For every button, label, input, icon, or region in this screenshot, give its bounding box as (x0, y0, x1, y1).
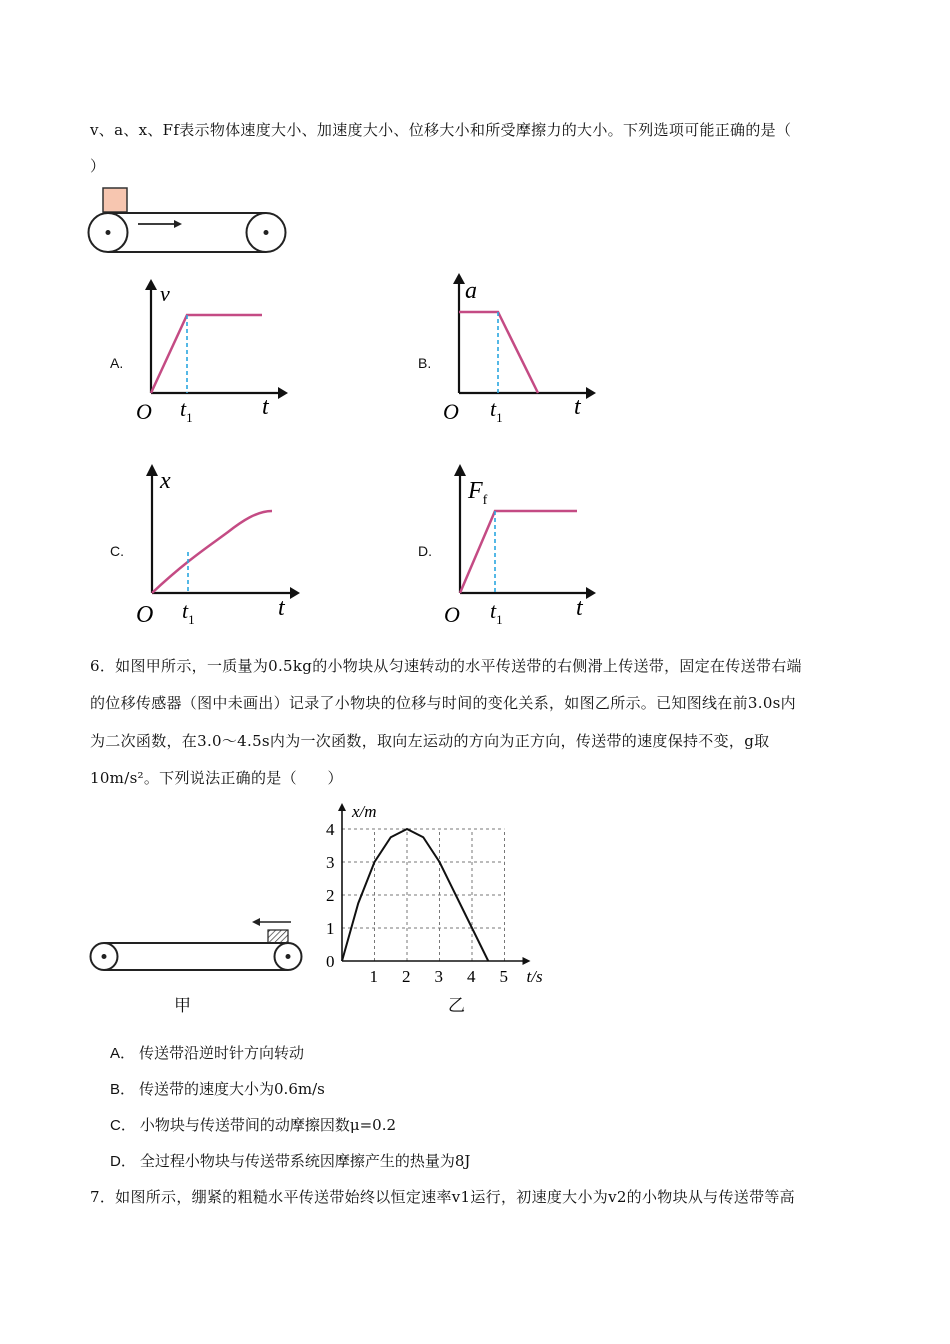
q5-graph-b-origin: O (443, 399, 459, 424)
q5-graph-b-ylabel: a (465, 278, 477, 304)
q5-stem-line1: v、a、x、Ff表示物体速度大小、加速度大小、位移大小和所受摩擦力的大小。下列选项可能正确的是（ (90, 121, 792, 139)
q5-conveyor-figure (86, 186, 290, 256)
q5-graph-b[interactable] (438, 270, 598, 428)
y-tick-label: 1 (326, 919, 335, 938)
x-tick-label: 5 (499, 967, 508, 986)
q5-graph-c-xlabel: t (278, 595, 285, 621)
y-tick-label: 0 (326, 952, 335, 971)
q5-graph-a-xlabel: t (262, 394, 269, 420)
x-tick-label: 4 (467, 967, 476, 986)
y-tick-label: 3 (326, 853, 335, 872)
q5-graph-c-t1: $t_1$ (182, 598, 195, 627)
q5-graph-a[interactable] (130, 278, 290, 428)
q5-graph-c-origin: O (136, 602, 154, 628)
q6-choice-a[interactable]: A． 传送带沿逆时针方向转动 (110, 1044, 305, 1062)
q5-graph-a-ylabel: v (160, 281, 170, 306)
q6-stem-line2: 的位移传感器（图中未画出）记录了小物块的位移与时间的变化关系，如图乙所示。已知图线在前3.0s内 (90, 694, 796, 712)
x-tick-label: 3 (434, 967, 443, 986)
q5-graph-a-origin: O (136, 399, 152, 424)
q5-option-b-label[interactable]: B. (418, 355, 432, 371)
x-axis-label: t/s (526, 967, 543, 986)
q5-graph-d-curve (460, 511, 577, 593)
q6-stem-line3: 为二次函数，在3.0～4.5s内为一次函数，取向左运动的方向为正方向，传送带的速度保持不变，g取 (90, 732, 770, 750)
q6-fig-yi-chart (318, 796, 568, 992)
q5-graph-d-t1: $t_1$ (490, 598, 503, 627)
y-tick-label: 2 (326, 886, 335, 905)
x-axis-arrow (523, 957, 531, 965)
q5-option-c-label[interactable]: C. (110, 543, 124, 559)
y-tick-label: 4 (326, 820, 335, 839)
y-axis-arrow (338, 803, 346, 811)
q5-option-d-label[interactable]: D. (418, 543, 432, 559)
q6-stem-line1: 6．如图甲所示，一质量为0.5kg的小物块从匀速转动的水平传送带的右侧滑上传送带，固定在传送带右端 (90, 657, 802, 675)
x-tick-label: 1 (369, 967, 378, 986)
q6-fig-jia-caption: 甲 (174, 996, 191, 1016)
q7-stem-line1: 7．如图所示，绷紧的粗糙水平传送带始终以恒定速率v1运行，初速度大小为v2的小物块从与传送带等高 (90, 1188, 795, 1206)
q5-graph-d-origin: O (444, 602, 460, 627)
q5-graph-d-xlabel: t (576, 595, 583, 621)
q6-choice-d[interactable]: D． 全过程小物块与传送带系统因摩擦产生的热量为8J (110, 1152, 471, 1170)
x-tick-label: 2 (402, 967, 411, 986)
q6-stem-line4: 10m/s²。下列说法正确的是（ ） (90, 769, 343, 787)
q5-graph-c[interactable] (132, 462, 302, 632)
q5-option-a-label[interactable]: A. (110, 355, 124, 371)
q5-graph-b-t1: $t_1$ (490, 396, 503, 425)
q5-graph-d-ylabel: $F_f$ (468, 478, 488, 508)
q6-block (268, 930, 288, 943)
q5-stem-line2: ） (90, 157, 106, 175)
q5-graph-c-curve (152, 511, 272, 593)
q5-graph-b-xlabel: t (574, 394, 581, 420)
q6-fig-yi-caption: 乙 (448, 996, 465, 1016)
q6-choice-c[interactable]: C． 小物块与传送带间的动摩擦因数μ=0.2 (110, 1116, 397, 1134)
q5-block (103, 188, 127, 212)
y-axis-label: x/m (352, 802, 377, 821)
q5-graph-b-curve (459, 312, 538, 393)
q6-choice-b[interactable]: B． 传送带的速度大小为0.6m/s (110, 1080, 325, 1098)
q5-graph-c-ylabel: x (160, 468, 171, 494)
q6-fig-jia (84, 912, 304, 1012)
q5-graph-a-curve (151, 315, 262, 393)
q5-graph-d[interactable] (440, 462, 600, 632)
q5-graph-a-t1: $t_1$ (180, 396, 193, 425)
